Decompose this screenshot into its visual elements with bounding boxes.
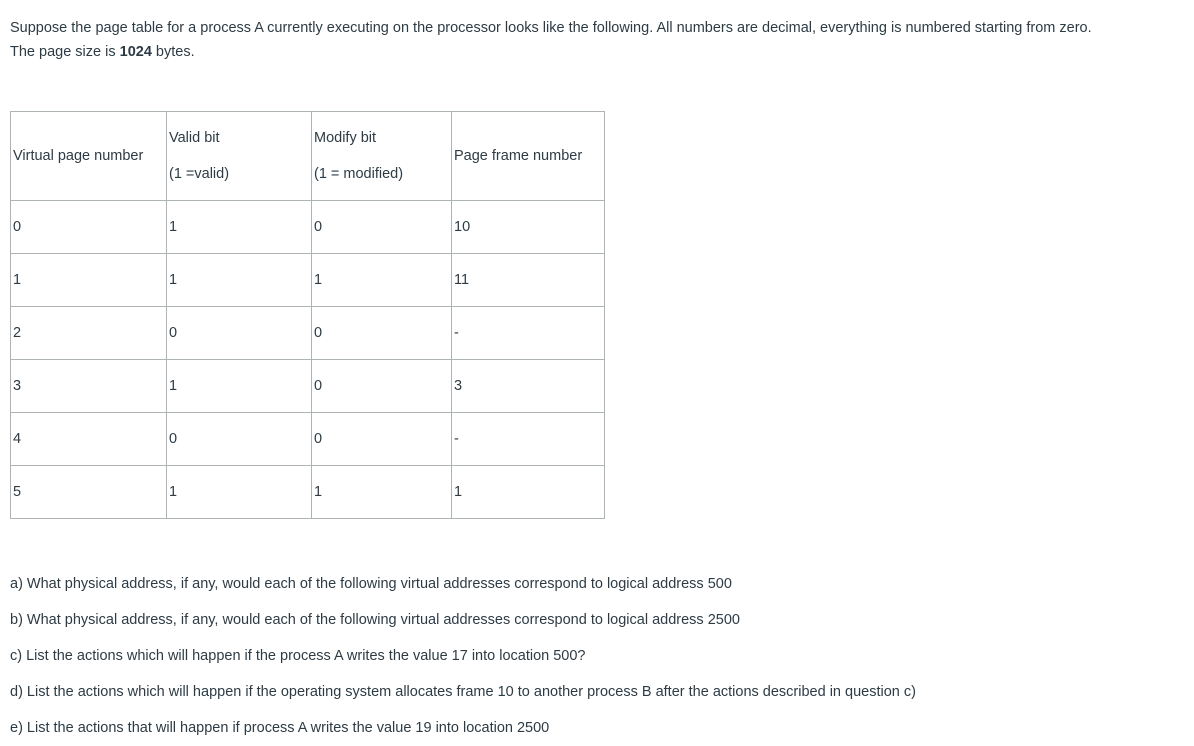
cell-pfn	[452, 466, 605, 519]
valid-value: 1	[169, 272, 178, 288]
modify-value: 0	[314, 325, 323, 341]
cell-modify	[312, 201, 452, 254]
cell-vpn	[11, 307, 167, 360]
intro-line-2-suffix: bytes.	[151, 44, 195, 60]
question-list	[10, 566, 1190, 746]
cell-valid	[167, 307, 312, 360]
modify-value: 0	[314, 378, 323, 394]
question-c: c) List the actions which will happen if the process A writes the value 17 into location 500?	[10, 648, 586, 664]
cell-valid	[167, 466, 312, 519]
header-page-frame-number	[452, 112, 605, 201]
header-valid-bit	[167, 112, 312, 201]
page-size-value: 1024	[119, 44, 152, 60]
question-a: a) What physical address, if any, would each of the following virtual addresses correspond to logical address 500	[10, 576, 732, 592]
intro-line-1: Suppose the page table for a process A currently executing on the processor looks like the following. All numbers are decimal, everything is numbered starting from zero.	[10, 20, 1092, 36]
valid-value: 1	[169, 378, 178, 394]
cell-pfn	[452, 413, 605, 466]
vpn-value: 5	[13, 484, 22, 500]
pfn-value: -	[454, 325, 459, 341]
header-virtual-page-number	[11, 112, 167, 201]
cell-valid	[167, 360, 312, 413]
valid-value: 1	[169, 484, 178, 500]
intro-line-2	[10, 40, 1190, 64]
page-table	[10, 111, 605, 519]
modify-value: 1	[314, 272, 323, 288]
header-valid-line1: Valid bit	[169, 130, 220, 146]
header-valid-line2: (1 =valid)	[169, 166, 230, 182]
cell-pfn	[452, 307, 605, 360]
cell-valid	[167, 254, 312, 307]
page-table-header-row	[11, 112, 605, 201]
vpn-value: 1	[13, 272, 22, 288]
pfn-value: 11	[454, 272, 470, 288]
cell-pfn	[452, 360, 605, 413]
pfn-value: 1	[454, 484, 463, 500]
table-row	[11, 466, 605, 519]
modify-value: 1	[314, 484, 323, 500]
cell-pfn	[452, 201, 605, 254]
cell-vpn	[11, 360, 167, 413]
header-modify-line2: (1 = modified)	[314, 166, 404, 182]
cell-valid	[167, 413, 312, 466]
table-row	[11, 201, 605, 254]
valid-value: 1	[169, 219, 178, 235]
vpn-value: 2	[13, 325, 22, 341]
intro-line-2-prefix: The page size is	[10, 44, 120, 60]
question-d: d) List the actions which will happen if the operating system allocates frame 10 to another process B after the actions described in question c)	[10, 684, 916, 700]
pfn-value: 10	[454, 219, 471, 235]
cell-modify	[312, 254, 452, 307]
header-pfn-label: Page frame number	[454, 148, 583, 164]
cell-modify	[312, 413, 452, 466]
vpn-value: 4	[13, 431, 22, 447]
cell-vpn	[11, 201, 167, 254]
header-vpn-label: Virtual page number	[13, 148, 144, 164]
table-row	[11, 360, 605, 413]
cell-modify	[312, 466, 452, 519]
question-b: b) What physical address, if any, would each of the following virtual addresses correspond to logical address 2500	[10, 612, 740, 628]
table-row	[11, 254, 605, 307]
table-row	[11, 413, 605, 466]
header-modify-line1: Modify bit	[314, 130, 377, 146]
cell-modify	[312, 307, 452, 360]
pfn-value: -	[454, 431, 459, 447]
modify-value: 0	[314, 431, 323, 447]
cell-vpn	[11, 413, 167, 466]
cell-vpn	[11, 254, 167, 307]
question-e: e) List the actions that will happen if process A writes the value 19 into location 2500	[10, 720, 550, 736]
valid-value: 0	[169, 325, 178, 341]
pfn-value: 3	[454, 378, 463, 394]
table-row	[11, 307, 605, 360]
vpn-value: 3	[13, 378, 22, 394]
modify-value: 0	[314, 219, 323, 235]
cell-modify	[312, 360, 452, 413]
valid-value: 0	[169, 431, 178, 447]
vpn-value: 0	[13, 219, 22, 235]
header-modify-bit	[312, 112, 452, 201]
cell-vpn	[11, 466, 167, 519]
problem-intro	[10, 16, 1190, 64]
cell-valid	[167, 201, 312, 254]
cell-pfn	[452, 254, 605, 307]
